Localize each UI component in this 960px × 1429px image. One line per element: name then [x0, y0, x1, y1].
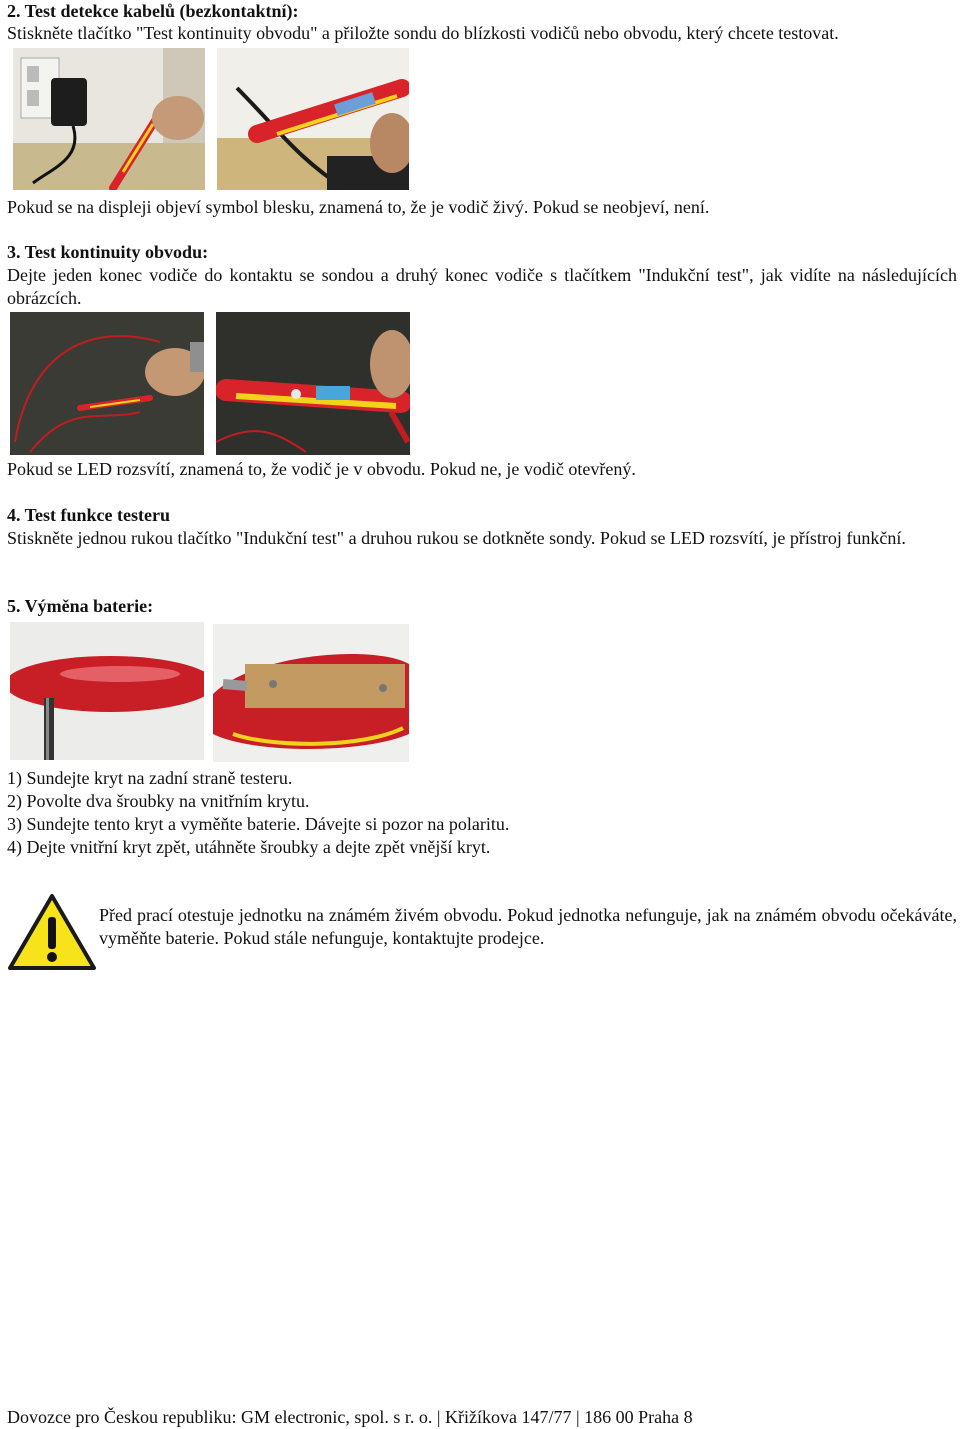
footer: Dovozce pro Českou republiku: GM electronic, spol. s r. o. | Křižíkova 147/77 | 186 00 Praha 8: [7, 1407, 693, 1427]
section-2-heading: 2. Test detekce kabelů (bezkontaktní):: [7, 1, 299, 21]
section-3-instruction: Dejte jeden konec vodiče do kontaktu se sondou a druhý konec vodiče s tlačítkem "Indukční test", jak vidíte na následujících obrázcích.: [7, 265, 957, 308]
photo-noncontact-test-outlet: [13, 48, 205, 190]
section-2-instruction: Stiskněte tlačítko "Test kontinuity obvodu" a přiložte sondu do blízkosti vodičů nebo obvodu, který chcete testovat.: [7, 23, 839, 43]
warning-text: Před prací otestuje jednotku na známém živém obvodu. Pokud jednotka nefunguje, jak na známém obvodu očekáváte, vyměňte baterie. Pokud stále nefunguje, kontaktujte prodejce.: [99, 905, 957, 948]
section-5-heading: 5. Výměna baterie:: [7, 596, 154, 616]
warning-triangle-icon: [7, 893, 97, 971]
photo-battery-cover-screwdriver: [10, 622, 204, 760]
section-3-heading: 3. Test kontinuity obvodu:: [7, 242, 209, 262]
photo-continuity-test-leads: [10, 312, 204, 455]
photo-battery-compartment-open: [213, 624, 409, 762]
battery-step-2: 2) Povolte dva šroubky na vnitřním krytu.: [7, 791, 310, 811]
section-4-instruction: Stiskněte jednou rukou tlačítko "Indukční test" a druhou rukou se dotkněte sondy. Pokud se LED rozsvítí, je přístroj funkční.: [7, 528, 906, 548]
battery-step-4: 4) Dejte vnitřní kryt zpět, utáhněte šroubky a dejte zpět vnější kryt.: [7, 837, 491, 857]
section-2-result: Pokud se na displeji objeví symbol blesku, znamená to, že je vodič živý. Pokud se neobjeví, není.: [7, 197, 710, 217]
photo-noncontact-test-wire: [217, 48, 409, 190]
section-4-heading: 4. Test funkce testeru: [7, 505, 170, 525]
battery-step-3: 3) Sundejte tento kryt a vyměňte baterie. Dávejte si pozor na polaritu.: [7, 814, 510, 834]
battery-step-1: 1) Sundejte kryt na zadní straně testeru.: [7, 768, 293, 788]
photo-continuity-test-closeup: [216, 312, 410, 455]
section-3-result: Pokud se LED rozsvítí, znamená to, že vodič je v obvodu. Pokud ne, je vodič otevřený.: [7, 459, 636, 479]
